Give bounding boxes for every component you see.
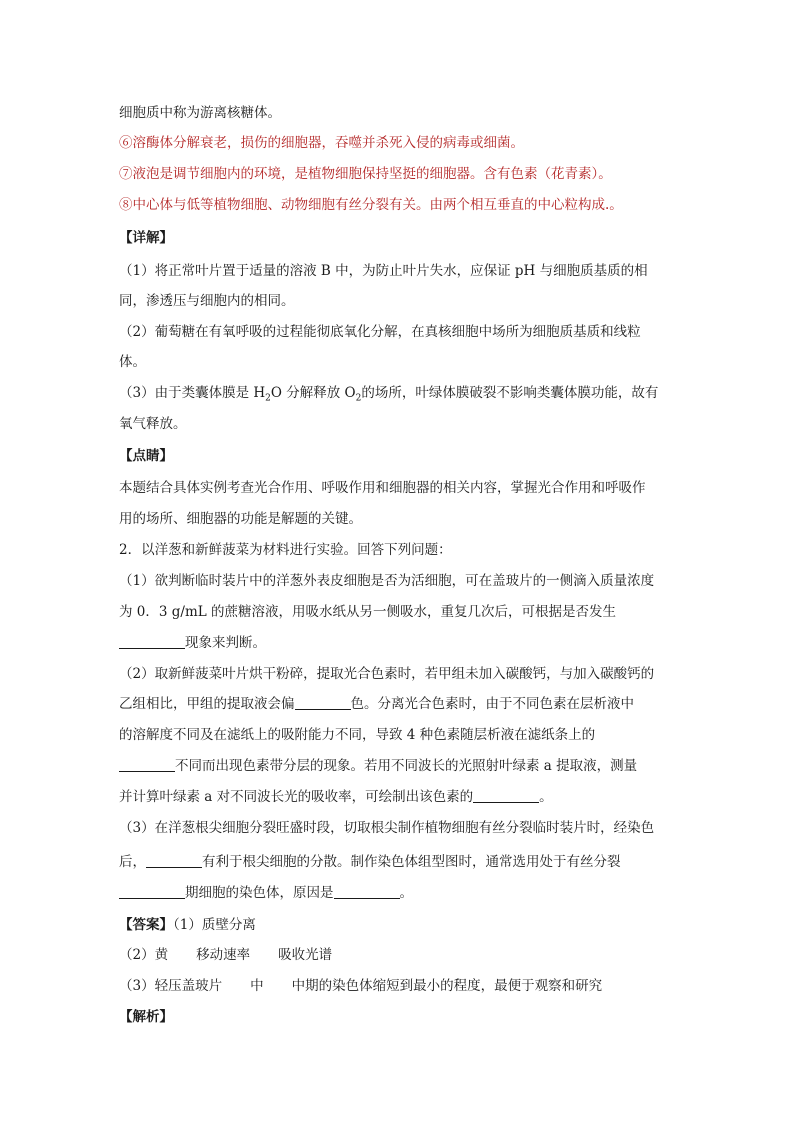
- question-line: [119, 788, 553, 806]
- question-line: [119, 853, 621, 871]
- question-line: 的溶解度不同及在滤纸上的吸附能力不同，导致 4 种色素随层析液在滤纸条上的: [119, 727, 596, 743]
- lysosome-line: ⑥溶酶体分解衰老，损伤的细胞器，吞噬并杀死入侵的病毒或细菌。: [119, 135, 524, 151]
- answer-blank: [295, 695, 351, 710]
- detail-line: （2）葡萄糖在有氧呼吸的过程能彻底氧化分解，在真核细胞中场所为细胞质基质和线粒: [119, 324, 641, 340]
- text-span: （3）轻压盖玻片: [119, 978, 223, 994]
- question-line: （2）取新鲜菠菜叶片烘干粉碎，提取光合色素时，若甲组未加入碳酸钙，与加入碳酸钙的: [119, 666, 655, 682]
- text-span: 移动速率: [196, 947, 251, 963]
- text-line: 细胞质中称为游离核糖体。: [119, 105, 281, 121]
- comment-heading: 【点睛】: [119, 448, 173, 464]
- question-line: [119, 884, 413, 902]
- answer-blank: [119, 634, 185, 649]
- text-span: 乙组相比，甲组的提取液会偏: [119, 696, 295, 712]
- answer-line: [119, 946, 332, 964]
- text-span: （3）由于类囊体膜是 H: [119, 385, 266, 401]
- answer-blank: [473, 788, 539, 803]
- text-span: 。: [399, 885, 413, 901]
- text-span: 色。分离光合色素时，由于不同色素在层析液中: [350, 696, 634, 712]
- text-span: 的场所，叶绿体膜破裂不影响类囊体膜功能，故有: [361, 385, 659, 401]
- question-line: （3）在洋葱根尖细胞分裂旺盛时段，切取根尖制作植物细胞有丝分裂临时装片时，经染色: [119, 820, 655, 836]
- answer-blank: [146, 853, 202, 868]
- answer-line: [119, 977, 602, 995]
- subscript: 2: [355, 393, 362, 404]
- comment-line: 本题结合具体实例考查光合作用、呼吸作用和细胞器的相关内容，掌握光合作用和呼吸作: [119, 480, 646, 496]
- detail-line: 体。: [119, 354, 146, 370]
- detail-line: 氧气释放。: [119, 416, 187, 432]
- text-span: 不同而出现色素带分层的现象。若用不同波长的光照射叶绿素 a 提取液，测量: [175, 758, 638, 774]
- text-span: 吸收光谱: [278, 947, 333, 963]
- detail-line: [119, 384, 658, 408]
- text-span: 并计算叶绿素 a 对不同波长光的吸收率，可绘制出该色素的: [119, 789, 474, 805]
- text-span: （2）黄: [119, 947, 169, 963]
- text-span: 。: [539, 789, 553, 805]
- text-span: O 分解释放 O: [270, 385, 356, 401]
- vacuole-line: ⑦液泡是调节细胞内的环境，是植物细胞保持坚挺的细胞器。含有色素（花青素）。: [119, 166, 612, 182]
- question-title: 2．以洋葱和新鲜菠菜为材料进行实验。回答下列问题：: [119, 542, 452, 558]
- text-span: 中期的染色体缩短到最小的程度，最便于观察和研究: [291, 978, 603, 994]
- text-span: （1）质壁分离: [173, 917, 256, 933]
- question-line: [119, 695, 634, 713]
- answer-line: [119, 916, 256, 934]
- answer-label: 【答案】: [119, 917, 173, 933]
- question-line: [119, 757, 637, 775]
- subscript: 2: [265, 393, 271, 404]
- detail-line: 同，渗透压与细胞内的相同。: [119, 293, 295, 309]
- text-span: 后，: [119, 854, 146, 870]
- answer-blank: [119, 884, 185, 899]
- centrosome-line: ⑧中心体与低等植物细胞、动物细胞有丝分裂有关。由两个相互垂直的中心粒构成.。: [119, 197, 623, 213]
- detail-heading: 【详解】: [119, 230, 173, 246]
- text-span: 现象来判断。: [185, 635, 266, 651]
- question-line: 为 0．3 g/mL 的蔗糖溶液，用吸水纸从另一侧吸水，重复几次后，可根据是否发生: [119, 604, 617, 620]
- text-span: 有利于根尖细胞的分散。制作染色体组型图时，通常选用处于有丝分裂: [202, 854, 621, 870]
- answer-blank: [119, 757, 175, 772]
- detail-line: （1）将正常叶片置于适量的溶液 B 中，为防止叶片失水，应保证 pH 与细胞质基质的相: [119, 263, 648, 279]
- answer-blank: [334, 884, 400, 899]
- comment-line: 用的场所、细胞器的功能是解题的关键。: [119, 511, 362, 527]
- text-span: 期细胞的染色体，原因是: [185, 885, 334, 901]
- analysis-heading: 【解析】: [119, 1009, 173, 1025]
- question-line: （1）欲判断临时装片中的洋葱外表皮细胞是否为活细胞，可在盖玻片的一侧滴入质量浓度: [119, 573, 655, 589]
- text-span: 中: [250, 978, 264, 994]
- question-line: [119, 634, 266, 652]
